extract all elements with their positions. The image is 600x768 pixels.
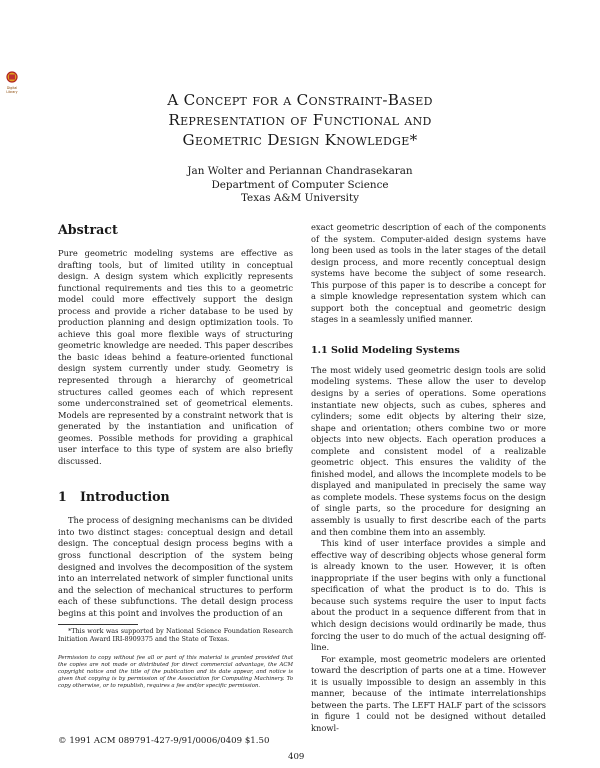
svg-text:Digital: Digital: [6, 86, 18, 90]
right-column: [311, 222, 546, 734]
title-line: Geometric Design Knowledge*: [182, 131, 418, 149]
footnote: *This work was supported by National Science Foundation Research Initiation Award IRI-8909375 and the State of Texas.: [58, 627, 293, 644]
author-names: Jan Wolter and Periannan Chandrasekaran: [187, 165, 413, 177]
page-number: 409: [288, 752, 305, 762]
abstract-text: Pure geometric modeling systems are effective as drafting tools, but of limited utility in conceptual design. A design system which explicitly represents functional requirements and ties this to a geometric model could more effectively support the design process and provide a richer database to be used by production planning and design optimization tools. To achieve this goal more flexible ways of structuring geometric knowledge are needed. This paper describes the basic ideas behind a feature-oriented functional design system currently under study. Geometry is represented through a hierarchy of geometrical structures called geomes each of which represent some underconstrained set of geometrical elements. Models are represented by a constraint network that is generated by the instantiation and unification of geomes. Possible methods for providing a graphical user interface to this type of system are also briefly discussed.: [58, 248, 293, 466]
svg-text:Library: Library: [6, 90, 18, 94]
right-paragraph: This kind of user interface provides a simple and effective way of describing objects whose general form is already known to the user. However, it is often inappropriate if the user begins with only a functional specification of what the product is to do. This is because such systems require the user to input facts about the product in a sequence different from that in which design decisions would ordinarily be made, thus forcing the user to do much of the actual designing off-line.: [311, 538, 546, 653]
section-number: 1: [58, 489, 67, 505]
introduction-text: The process of designing mechanisms can be divided into two distinct stages: conceptual design and detail design. The conceptual design process begins with a gross functional description of the system being designed and involves the decomposition of the system into an interrelated network of simpler functional units and the selection of mechanical structures to perform each of these subfunctions. The detail design process begins at this point and involves the production of an: [58, 515, 293, 618]
abstract-heading: Abstract: [58, 222, 118, 237]
digital-library-logo-icon: [3, 70, 21, 96]
title-line: Representation of Functional and: [168, 111, 432, 129]
right-paragraph: The most widely used geometric design tools are solid modeling systems. These allow the user to develop designs by a series of operations. Some operations instantiate new objects, such as cubes, spheres and cylinders; some edit objects by altering their size, shape and orientation; others combine two or more objects into new objects. Each operation produces a complete and consistent model of a realizable geometric object. This ensures the validity of the finished model, and allows the incomplete models to be displayed and manipulated in precisely the same way as complete models. These systems focus on the design of single parts, so the procedure for designing an assembly is usually to first describe each of the parts and then combine them into an assembly.: [311, 364, 546, 537]
permission-notice: Permission to copy without fee all or part of this material is granted provided that the copies are not made or distributed for direct commercial advantage, the ACM copyright notice and the title of the publication and its date appear, and notice is given that copying is by permission of the Association for Computing Machinery. To copy otherwise, or to republish, requires a fee and/or specific permission.: [58, 655, 293, 689]
subsection-number: 1.1: [311, 344, 328, 356]
author-block: [120, 165, 480, 206]
title-line: A Concept for a Constraint-Based: [167, 91, 433, 109]
right-paragraph: exact geometric description of each of the components of the system. Computer-aided design systems have long been used as tools in the later stages of the detail design process, and more recently conceptual design systems have become the subject of some research. This purpose of this paper is to describe a concept for a simple knowledge representation system which can support both the conceptual and geometric design stages in a seamlessly unified manner.: [311, 222, 546, 325]
copyright-line: © 1991 ACM 089791-427-9/91/0006/0409 $1.50: [58, 736, 270, 746]
author-university: Texas A&M University: [240, 192, 360, 204]
subsection-heading: [311, 344, 546, 358]
section-title: Introduction: [80, 489, 170, 505]
subsection-title: Solid Modeling Systems: [331, 344, 460, 356]
right-paragraph: For example, most geometric modelers are oriented toward the description of parts one at a time. However it is usually impossible to design an assembly in this manner, because of the intimate interrelationships between the parts. The LEFT HALF part of the scissors in figure 1 could not be designed without detailed knowl-: [311, 653, 546, 733]
left-column: [58, 222, 293, 690]
introduction-heading: [58, 489, 293, 505]
paper-title: [120, 90, 480, 150]
author-department: Department of Computer Science: [211, 178, 389, 191]
